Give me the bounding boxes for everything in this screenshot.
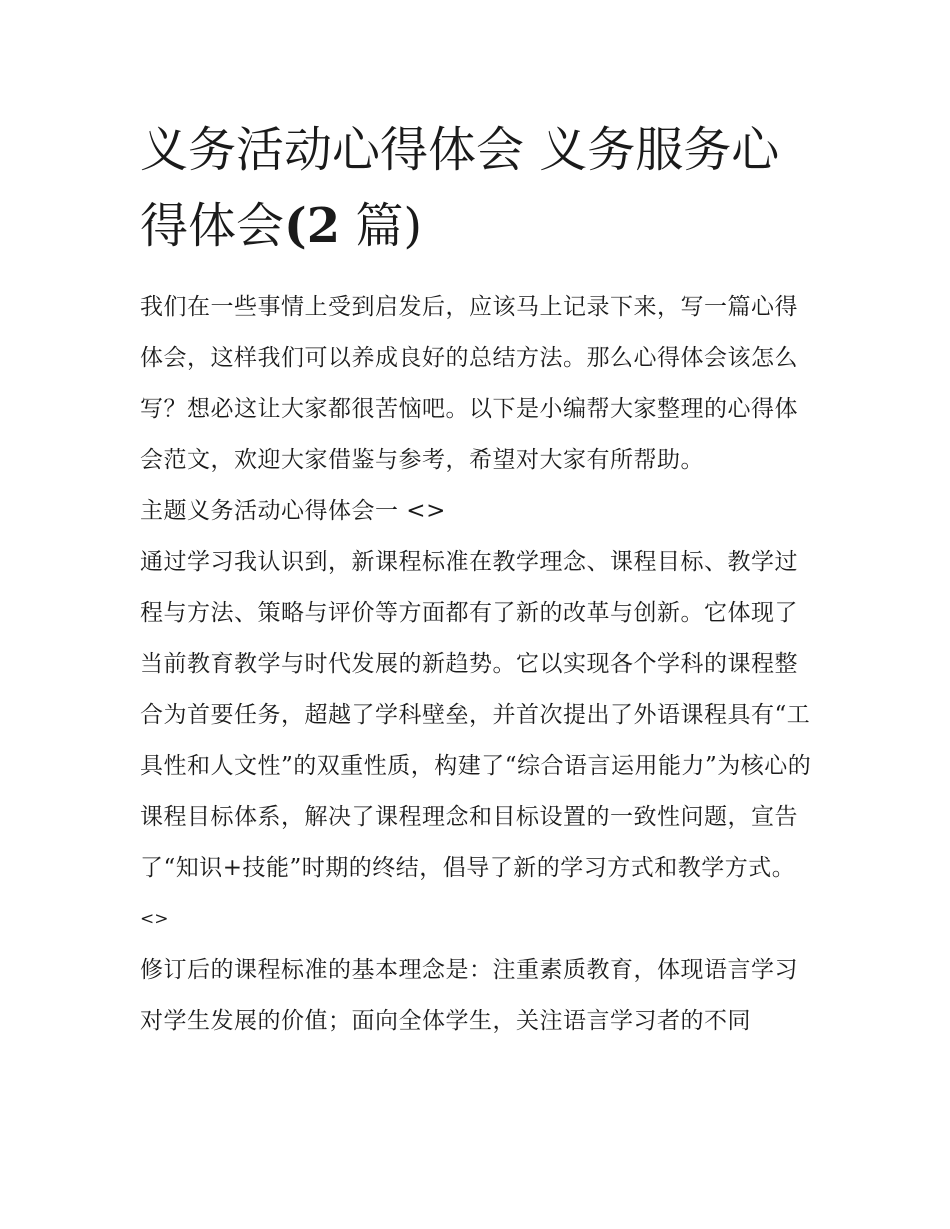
intro-paragraph: 我们在一些事情上受到启发后，应该马上记录下来，写一篇心得体会，这样我们可以养成良好的总结方法。那么心得体会该怎么写？想必这让大家都很苦恼吧。以下是小编帮大家整理的心得体会范文，欢迎大家借鉴与参考，希望对大家有所帮助。 <box>140 294 798 473</box>
section-marker: <> <box>140 909 169 929</box>
section-heading: 主题义务活动心得体会一 <> <box>140 498 446 524</box>
document-title <box>140 112 820 264</box>
body-paragraph-2: 修订后的课程标准的基本理念是：注重素质教育，体现语言学习对学生发展的价值；面向全体学生，关注语言学习者的不同 <box>140 957 798 1034</box>
title-suffix: 篇) <box>340 198 423 254</box>
title-paren-open: ( <box>284 198 307 254</box>
document-page <box>140 112 820 1047</box>
title-main: 义务活动心得体会 义务服务心得体会 <box>140 122 780 254</box>
body-paragraph-1: 通过学习我认识到，新课程标准在教学理念、课程目标、教学过程与方法、策略与评价等方面都有了新的改革与创新。它体现了当前教育教学与时代发展的新趋势。它以实现各个学科的课程整合为首要任务，超越了学科壁垒，并首次提出了外语课程具有“工具性和人文性”的双重性质，构建了“综合语言运用能力”为核心的课程目标体系，解决了课程理念和目标设置的一致性问题，宣告了“知识+技能”时期的终结，倡导了新的学习方式和教学方式。 <box>140 549 812 881</box>
title-count: 2 <box>306 198 341 254</box>
